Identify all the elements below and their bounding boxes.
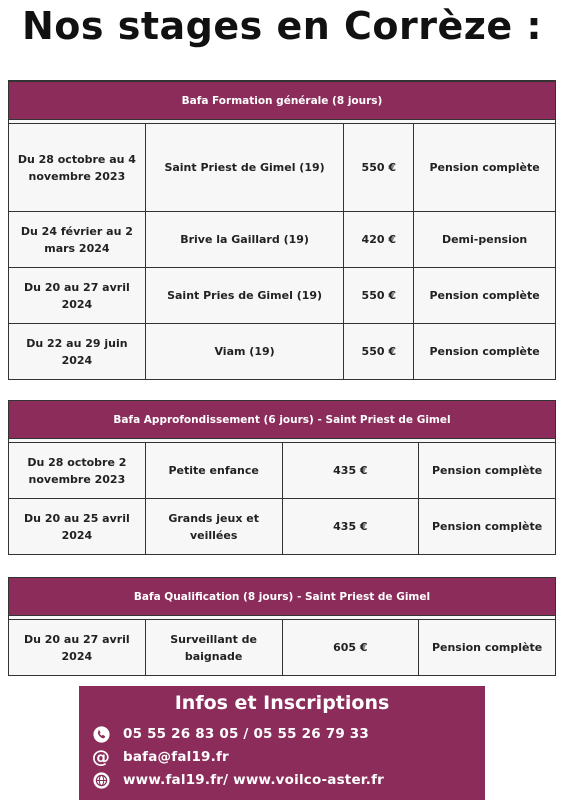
price-cell: 435 € [282,443,419,499]
table-row [9,212,556,268]
phone-line [92,724,369,744]
price-cell: 550 € [344,124,414,212]
approfondissement-table [8,400,556,555]
theme-cell: Grands jeux et veillées [145,499,282,555]
section-header: Bafa Qualification (8 jours) - Saint Priest de Gimel [9,578,556,616]
price-cell: 605 € [282,620,419,676]
formation-generale-table [8,80,556,380]
price-cell: 435 € [282,499,419,555]
board-cell: Pension complète [414,124,556,212]
date-cell: Du 20 au 25 avril 2024 [9,499,146,555]
at-icon: @ [91,746,111,768]
phone-icon [92,725,110,743]
date-cell: Du 22 au 29 juin 2024 [9,324,146,380]
date-cell: Du 24 février au 2 mars 2024 [9,212,146,268]
email-text[interactable]: bafa@fal19.fr [123,749,229,765]
board-cell: Demi-pension [414,212,556,268]
board-cell: Pension complète [419,620,556,676]
board-cell: Pension complète [419,499,556,555]
table-row [9,443,556,499]
place-cell: Brive la Gaillard (19) [145,212,344,268]
date-cell: Du 20 au 27 avril 2024 [9,620,146,676]
phone-text[interactable]: 05 55 26 83 05 / 05 55 26 79 33 [123,726,369,742]
web-text[interactable]: www.fal19.fr/ www.voilco-aster.fr [123,772,385,788]
price-cell: 550 € [344,268,414,324]
table-row [9,124,556,212]
info-title: Infos et Inscriptions [174,692,390,714]
section-header: Bafa Formation générale (8 jours) [9,82,556,120]
place-cell: Viam (19) [145,324,344,380]
table-row [9,268,556,324]
info-box [79,686,485,800]
price-cell: 550 € [344,324,414,380]
board-cell: Pension complète [419,443,556,499]
section-header: Bafa Approfondissement (6 jours) - Saint Priest de Gimel [9,401,556,439]
table-row [9,324,556,380]
date-cell: Du 20 au 27 avril 2024 [9,268,146,324]
place-cell: Saint Pries de Gimel (19) [145,268,344,324]
table-row [9,499,556,555]
place-cell: Saint Priest de Gimel (19) [145,124,344,212]
qualification-table [8,577,556,676]
theme-cell: Surveillant de baignade [145,620,282,676]
globe-icon [92,771,110,789]
board-cell: Pension complète [414,268,556,324]
page-title: Nos stages en Corrèze : [21,4,543,48]
price-cell: 420 € [344,212,414,268]
web-line [92,770,384,790]
table-row [9,620,556,676]
date-cell: Du 28 octobre 2 novembre 2023 [9,443,146,499]
date-cell: Du 28 octobre au 4 novembre 2023 [9,124,146,212]
email-line [92,747,229,767]
board-cell: Pension complète [414,324,556,380]
theme-cell: Petite enfance [145,443,282,499]
